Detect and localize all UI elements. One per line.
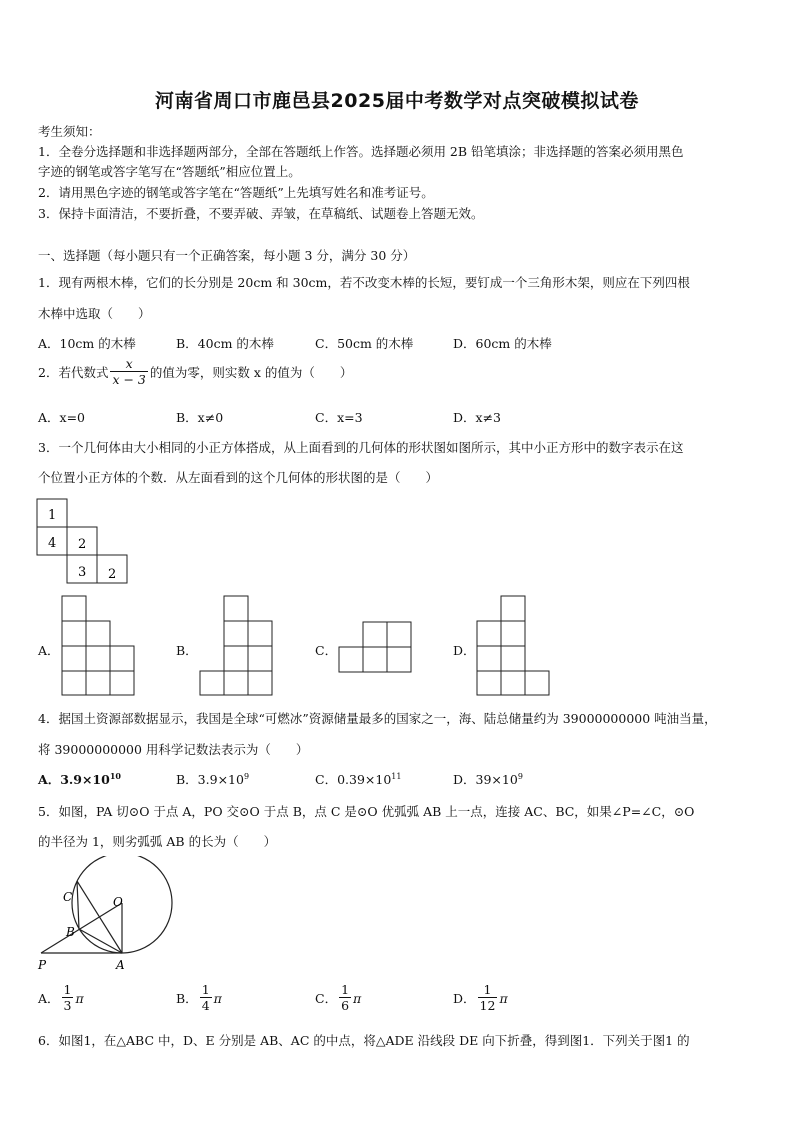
q2-option-a[interactable]: A．x=0 — [38, 410, 86, 425]
q5-label-p: P — [38, 958, 47, 972]
q4-option-c-exp: 11 — [391, 772, 402, 781]
q5-option-d-letter: D． — [453, 991, 476, 1006]
q5-option-d-pi: π — [499, 990, 508, 1006]
q3-grid-number: 1 — [48, 508, 57, 523]
q1-option-b[interactable]: B．40cm 的木棒 — [176, 336, 274, 351]
q3-line-1: 3．一个几何体由大小相同的小正方体搭成，从上面看到的几何体的形状图如图所示，其中小正方形中的数字表示在这 — [38, 440, 684, 455]
q5-circle-figure — [30, 856, 176, 974]
q5-line-2: 的半径为 1，则劣弧弧 AB 的长为（ ） — [38, 834, 277, 849]
q3-grid-number: 4 — [48, 536, 57, 551]
q3-option-d-letter[interactable]: D． — [453, 643, 476, 658]
q5-option-a-letter: A． — [38, 991, 60, 1006]
q5-option-b-pi: π — [213, 990, 222, 1006]
q4-option-b[interactable] — [176, 770, 249, 788]
q4-option-d-label: D．39×10 — [453, 772, 518, 787]
q5-option-b[interactable] — [176, 983, 222, 1013]
q5-option-a[interactable] — [38, 983, 84, 1013]
q5-option-c-num: 1 — [341, 982, 350, 997]
q3-option-d-figure[interactable] — [475, 594, 553, 698]
q1-line-2: 木棒中选取（ ） — [38, 306, 151, 321]
q5-option-b-fraction — [200, 983, 212, 1013]
notice-heading: 考生须知： — [38, 124, 101, 139]
q5-option-b-letter: B． — [176, 991, 198, 1006]
q2-option-b[interactable]: B．x≠0 — [176, 410, 224, 425]
q3-grid-number: 2 — [108, 567, 117, 582]
q1-option-c[interactable]: C．50cm 的木棒 — [315, 336, 414, 351]
q4-option-c-label: C．0.39×10 — [315, 772, 392, 787]
q3-option-a-letter[interactable]: A． — [38, 643, 60, 658]
q5-option-c-fraction — [339, 983, 351, 1013]
q5-line-1: 5．如图，PA 切⊙O 于点 A，PO 交⊙O 于点 B，点 C 是⊙O 优弧弧 AB 上一点，连接 AC、BC，如果∠P=∠C，⊙O — [38, 804, 695, 819]
q1-line-1: 1．现有两根木棒，它们的长分别是 20cm 和 30cm，若不改变木棒的长短，要钉成一个三角形木架，则应在下列四根 — [38, 275, 690, 290]
q2-suffix: 的值为零，则实数 x 的值为（ ） — [149, 365, 353, 380]
q4-option-a[interactable] — [38, 770, 121, 788]
q5-option-c-den: 6 — [341, 998, 350, 1013]
q2-fraction-den: x − 3 — [112, 372, 146, 387]
q4-option-b-exp: 9 — [243, 772, 250, 781]
q5-option-c-pi: π — [353, 990, 362, 1006]
q6-line-1: 6．如图1，在△ABC 中，D、E 分别是 AB、AC 的中点，将△ADE 沿线段 DE 向下折叠，得到图1．下列关于图1 的 — [38, 1033, 690, 1048]
q3-grid-number: 3 — [78, 565, 87, 580]
q1-option-d[interactable]: D．60cm 的木棒 — [453, 336, 552, 351]
q5-option-a-fraction — [62, 983, 74, 1013]
q1-option-a[interactable]: A．10cm 的木棒 — [38, 336, 136, 351]
q5-option-c-letter: C． — [315, 991, 338, 1006]
q2-fraction-num: x — [125, 356, 133, 371]
q4-option-a-label: A．3.9×10 — [38, 772, 110, 787]
section-heading: 一、选择题（每小题只有一个正确答案，每小题 3 分，满分 30 分） — [38, 248, 416, 263]
q5-option-d[interactable] — [453, 983, 508, 1013]
q5-option-a-den: 3 — [63, 998, 72, 1013]
q3-option-b-figure[interactable] — [198, 594, 276, 698]
notice-line-1a: 1．全卷分选择题和非选择题两部分，全部在答题纸上作答。选择题必须用 2B 铅笔填涂；非选择题的答案必须用黑色 — [38, 144, 684, 159]
notice-line-2: 2．请用黑色字迹的钢笔或答字笔在“答题纸”上先填写姓名和准考证号。 — [38, 185, 434, 200]
q3-option-b-letter[interactable]: B． — [176, 643, 198, 658]
q4-option-d[interactable] — [453, 770, 523, 788]
q4-line-2: 将 39000000000 用科学记数法表示为（ ） — [38, 742, 309, 757]
q3-option-c-figure[interactable] — [337, 620, 415, 676]
q2-fraction — [110, 357, 147, 387]
q5-option-c[interactable] — [315, 983, 361, 1013]
page-title: 河南省周口市鹿邑县2025届中考数学对点突破模拟试卷 — [155, 90, 639, 112]
q5-option-b-num: 1 — [201, 982, 210, 997]
q2-stem — [38, 357, 352, 387]
q3-option-c-letter[interactable]: C． — [315, 643, 338, 658]
q3-top-view-figure — [36, 496, 132, 586]
q2-option-c[interactable]: C．x=3 — [315, 410, 363, 425]
q5-option-b-den: 4 — [201, 998, 210, 1013]
q5-label-o: O — [113, 895, 123, 909]
q3-option-a-figure[interactable] — [60, 594, 138, 698]
q4-option-b-label: B．3.9×10 — [176, 772, 244, 787]
notice-line-1b: 字迹的钢笔或答字笔写在“答题纸”相应位置上。 — [38, 164, 301, 179]
q5-option-d-den: 12 — [479, 998, 496, 1013]
q4-option-a-exp: 10 — [109, 771, 121, 781]
q4-option-c[interactable] — [315, 770, 401, 788]
q5-option-d-num: 1 — [483, 982, 492, 997]
q5-label-a: A — [116, 958, 125, 972]
q3-grid-number: 2 — [78, 537, 87, 552]
q5-label-c: C — [63, 890, 73, 904]
q3-line-2: 个位置小正方体的个数．从左面看到的这个几何体的形状图的是（ ） — [38, 470, 439, 485]
q2-prefix: 2．若代数式 — [38, 365, 109, 380]
q4-option-d-exp: 9 — [517, 772, 523, 781]
notice-line-3: 3．保持卡面清洁，不要折叠，不要弄破、弄皱，在草稿纸、试题卷上答题无效。 — [38, 206, 484, 221]
q2-option-d[interactable]: D．x≠3 — [453, 410, 501, 425]
q5-option-a-pi: π — [75, 990, 84, 1006]
q5-option-d-fraction — [478, 983, 498, 1013]
q5-label-b: B — [66, 925, 75, 939]
q4-line-1: 4．据国土资源部数据显示，我国是全球“可燃冰”资源储量最多的国家之一，海、陆总储量约为 39000000000 吨油当量， — [38, 711, 717, 726]
q5-option-a-num: 1 — [63, 982, 72, 997]
